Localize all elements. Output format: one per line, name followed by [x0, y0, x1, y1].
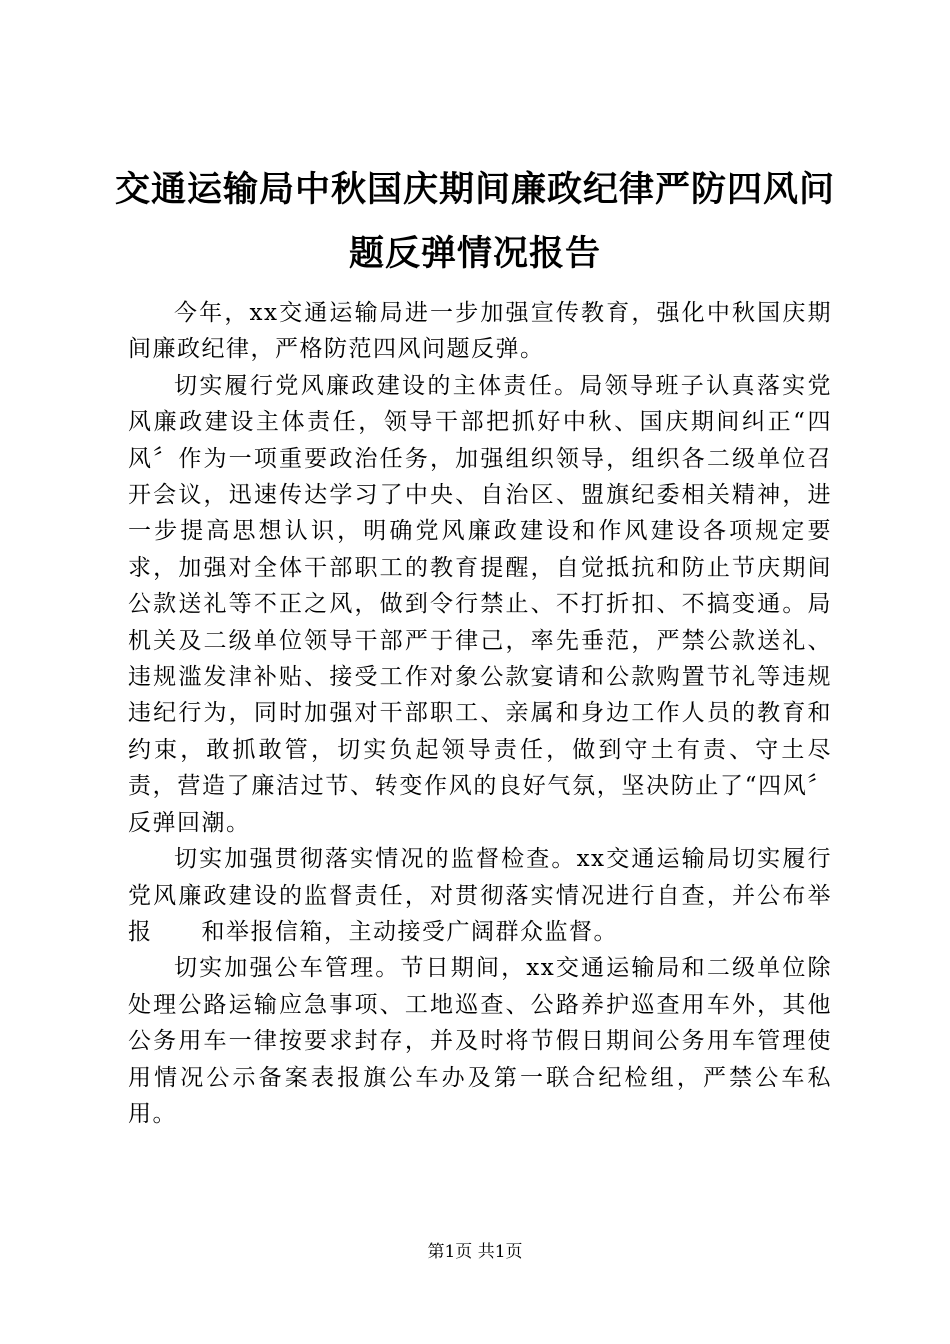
document-body — [128, 295, 832, 1132]
paragraph-vehicle-management: 切实加强公车管理。节日期间，xx交通运输局和二级单位除处理公路运输应急事项、工地巡查、公路养护巡查用车外，其他公务用车一律按要求封存，并及时将节假日期间公务用车管理使用情况公示备案表报旗公车办及第一联合纪检组，严禁公车私用。 — [128, 955, 832, 1127]
document-title: 交通运输局中秋国庆期间廉政纪律严防四风问题反弹情况报告 — [114, 169, 835, 274]
page-footer: 第1页 共1页 — [427, 1242, 523, 1262]
paragraph-main-responsibility: 切实履行党风廉政建设的主体责任。局领导班子认真落实党风廉政建设主体责任，领导干部把抓好中秋、国庆期间纠正“四风〞作为一项重要政治任务，加强组织领导，组织各二级单位召开会议，迅速传达学习了中央、自治区、盟旗纪委相关精神，进一步提高思想认识，明确党风廉政建设和作风建设各项规定要求，加强对全体干部职工的教育提醒，自觉抵抗和防止节庆期间公款送礼等不正之风，做到令行禁止、不打折扣、不搞变通。局机关及二级单位领导干部严于律己，率先垂范，严禁公款送礼、违规滥发津补贴、接受工作对象公款宴请和公款购置节礼等违规违纪行为，同时加强对干部职工、亲属和身边工作人员的教育和约束，敢抓敢管，切实负起领导责任，做到守土有责、守土尽责，营造了廉洁过节、转变作风的良好气氛，坚决防止了“四风〞反弹回潮。 — [128, 372, 832, 836]
paragraph-intro: 今年，xx交通运输局进一步加强宣传教育，强化中秋国庆期间廉政纪律，严格防范四风问题反弹。 — [128, 300, 832, 363]
paragraph-supervision: 切实加强贯彻落实情况的监督检查。xx交通运输局切实履行党风廉政建设的监督责任，对贯彻落实情况进行自查，并公布举报 和举报信箱，主动接受广阔群众监督。 — [128, 846, 832, 945]
